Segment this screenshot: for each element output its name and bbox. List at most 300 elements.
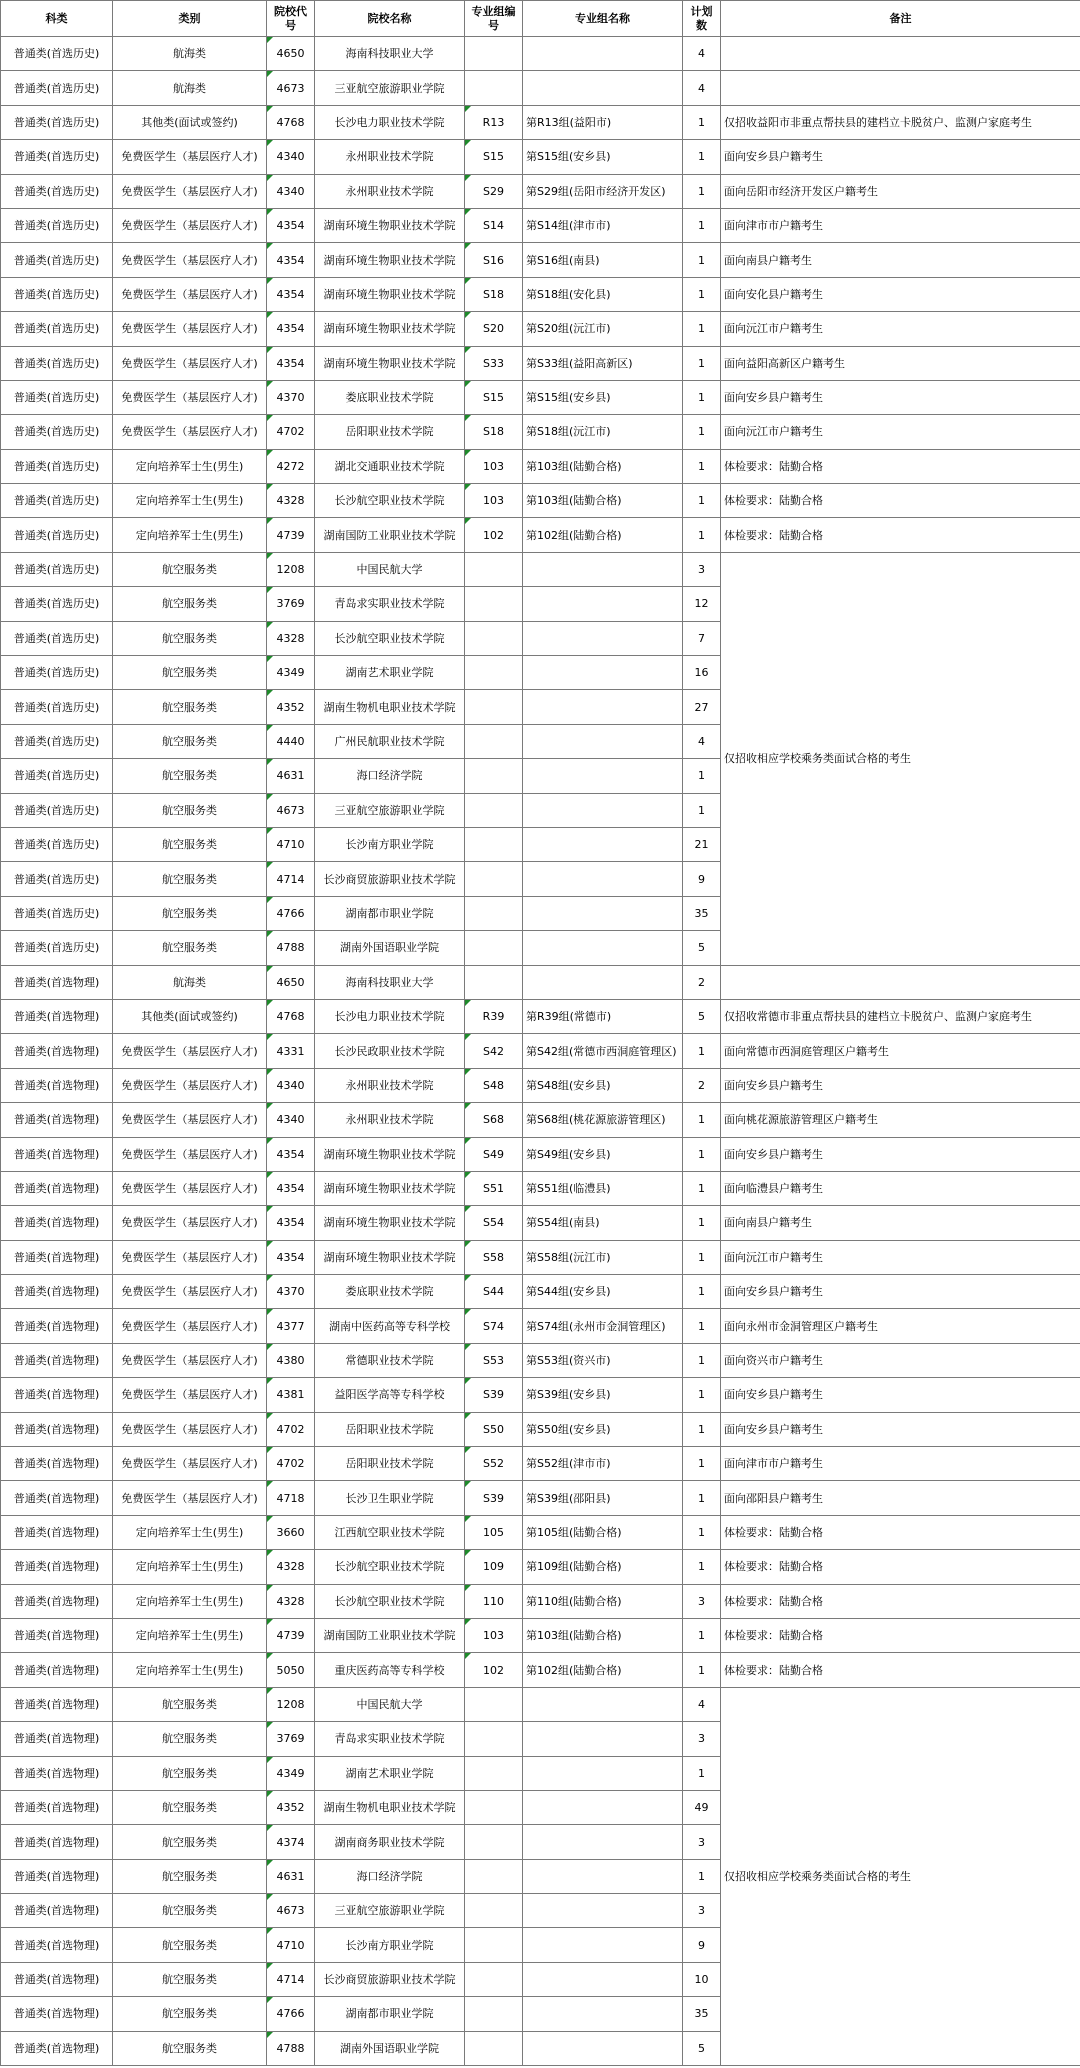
school-name-cell: 湖北交通职业技术学院	[315, 449, 465, 483]
remarks-cell: 面向安化县户籍考生	[721, 277, 1080, 311]
group-name-cell	[523, 965, 683, 999]
school-code-cell: 4354	[267, 1206, 315, 1240]
school-name-cell: 湖南环境生物职业技术学院	[315, 1171, 465, 1205]
group-code-cell: S18	[465, 415, 523, 449]
school-code-cell: 4702	[267, 415, 315, 449]
school-code-cell: 4631	[267, 1859, 315, 1893]
school-code-cell: 3660	[267, 1515, 315, 1549]
category-cell: 普通类(首选历史)	[1, 312, 113, 346]
type-cell: 航空服务类	[113, 793, 267, 827]
plan-count-cell: 1	[683, 484, 721, 518]
school-name-cell: 长沙航空职业技术学院	[315, 621, 465, 655]
group-name-cell: 第R13组(益阳市)	[523, 105, 683, 139]
plan-count-cell: 10	[683, 1962, 721, 1996]
school-name-cell: 湖南环境生物职业技术学院	[315, 243, 465, 277]
category-cell: 普通类(首选物理)	[1, 1206, 113, 1240]
plan-count-cell: 1	[683, 1343, 721, 1377]
plan-count-cell: 9	[683, 1928, 721, 1962]
category-cell: 普通类(首选历史)	[1, 484, 113, 518]
group-code-cell: S48	[465, 1068, 523, 1102]
school-name-cell: 永州职业技术学院	[315, 174, 465, 208]
category-cell: 普通类(首选历史)	[1, 380, 113, 414]
school-code-cell: 4739	[267, 518, 315, 552]
group-name-cell: 第S29组(岳阳市经济开发区)	[523, 174, 683, 208]
category-cell: 普通类(首选物理)	[1, 1171, 113, 1205]
school-code-cell: 4768	[267, 999, 315, 1033]
remarks-cell	[721, 37, 1080, 71]
group-name-cell: 第S33组(益阳高新区)	[523, 346, 683, 380]
type-cell: 定向培养军士生(男生)	[113, 518, 267, 552]
school-name-cell: 三亚航空旅游职业学院	[315, 793, 465, 827]
school-code-cell: 4331	[267, 1034, 315, 1068]
table-row	[1, 1103, 1080, 1137]
school-name-cell: 湖南外国语职业学院	[315, 2031, 465, 2065]
category-cell: 普通类(首选物理)	[1, 1722, 113, 1756]
school-name-cell: 长沙卫生职业学院	[315, 1481, 465, 1515]
group-code-cell: S74	[465, 1309, 523, 1343]
plan-count-cell: 4	[683, 724, 721, 758]
plan-count-cell: 35	[683, 896, 721, 930]
group-code-cell: 105	[465, 1515, 523, 1549]
group-name-cell: 第110组(陆勤合格)	[523, 1584, 683, 1618]
category-cell: 普通类(首选物理)	[1, 1275, 113, 1309]
remarks-cell: 体检要求：陆勤合格	[721, 449, 1080, 483]
school-name-cell: 永州职业技术学院	[315, 1068, 465, 1102]
table-row	[1, 1515, 1080, 1549]
school-code-cell: 4702	[267, 1447, 315, 1481]
remarks-cell: 面向桃花源旅游管理区户籍考生	[721, 1103, 1080, 1137]
type-cell: 免费医学生（基层医疗人才)	[113, 1171, 267, 1205]
type-cell: 航空服务类	[113, 1722, 267, 1756]
school-name-cell: 江西航空职业技术学院	[315, 1515, 465, 1549]
school-name-cell: 长沙航空职业技术学院	[315, 1550, 465, 1584]
group-name-cell: 第S20组(沅江市)	[523, 312, 683, 346]
group-code-cell	[465, 1928, 523, 1962]
plan-count-cell: 1	[683, 1240, 721, 1274]
type-cell: 航空服务类	[113, 656, 267, 690]
remarks-cell: 仅招收益阳市非重点帮扶县的建档立卡脱贫户、监测户家庭考生	[721, 105, 1080, 139]
plan-count-cell: 1	[683, 759, 721, 793]
plan-count-cell: 3	[683, 1894, 721, 1928]
category-cell: 普通类(首选历史)	[1, 690, 113, 724]
group-name-cell	[523, 827, 683, 861]
category-cell: 普通类(首选历史)	[1, 656, 113, 690]
remarks-cell: 体检要求：陆勤合格	[721, 1515, 1080, 1549]
remarks-cell: 面向沅江市户籍考生	[721, 1240, 1080, 1274]
table-row	[1, 1206, 1080, 1240]
school-code-cell: 4340	[267, 174, 315, 208]
remarks-cell: 面向资兴市户籍考生	[721, 1343, 1080, 1377]
type-cell: 航空服务类	[113, 552, 267, 586]
table-row	[1, 105, 1080, 139]
school-code-cell: 4354	[267, 1137, 315, 1171]
plan-count-cell: 1	[683, 1447, 721, 1481]
category-cell: 普通类(首选物理)	[1, 1343, 113, 1377]
remarks-cell: 面向沅江市户籍考生	[721, 312, 1080, 346]
group-name-cell	[523, 2031, 683, 2065]
group-name-cell: 第S39组(邵阳县)	[523, 1481, 683, 1515]
category-cell: 普通类(首选历史)	[1, 896, 113, 930]
type-cell: 航空服务类	[113, 724, 267, 758]
group-code-cell: S44	[465, 1275, 523, 1309]
type-cell: 定向培养军士生(男生)	[113, 1618, 267, 1652]
remarks-cell: 面向安乡县户籍考生	[721, 1275, 1080, 1309]
type-cell: 定向培养军士生(男生)	[113, 449, 267, 483]
group-name-cell: 第S15组(安乡县)	[523, 380, 683, 414]
plan-count-cell: 1	[683, 1550, 721, 1584]
school-name-cell: 岳阳职业技术学院	[315, 1447, 465, 1481]
group-name-cell	[523, 1928, 683, 1962]
plan-count-cell: 1	[683, 1756, 721, 1790]
type-cell: 免费医学生（基层医疗人才)	[113, 346, 267, 380]
group-code-cell: S20	[465, 312, 523, 346]
plan-count-cell: 2	[683, 965, 721, 999]
type-cell: 航空服务类	[113, 690, 267, 724]
type-cell: 免费医学生（基层医疗人才)	[113, 1275, 267, 1309]
category-cell: 普通类(首选物理)	[1, 1240, 113, 1274]
school-name-cell: 永州职业技术学院	[315, 140, 465, 174]
table-row	[1, 1240, 1080, 1274]
table-row	[1, 1275, 1080, 1309]
group-code-cell: R39	[465, 999, 523, 1033]
table-row	[1, 415, 1080, 449]
school-name-cell: 湖南环境生物职业技术学院	[315, 208, 465, 242]
school-code-cell: 4766	[267, 1997, 315, 2031]
type-cell: 航海类	[113, 965, 267, 999]
school-name-cell: 湖南艺术职业学院	[315, 656, 465, 690]
category-cell: 普通类(首选历史)	[1, 587, 113, 621]
school-code-cell: 4714	[267, 1962, 315, 1996]
plan-count-cell: 4	[683, 37, 721, 71]
remarks-cell: 体检要求：陆勤合格	[721, 484, 1080, 518]
group-name-cell	[523, 1962, 683, 1996]
type-cell: 免费医学生（基层医疗人才)	[113, 1481, 267, 1515]
type-cell: 免费医学生（基层医疗人才)	[113, 140, 267, 174]
type-cell: 免费医学生（基层医疗人才)	[113, 1412, 267, 1446]
remarks-cell: 面向临澧县户籍考生	[721, 1171, 1080, 1205]
category-cell: 普通类(首选历史)	[1, 346, 113, 380]
school-code-cell: 1208	[267, 1687, 315, 1721]
type-cell: 免费医学生（基层医疗人才)	[113, 1034, 267, 1068]
plan-count-cell: 12	[683, 587, 721, 621]
category-cell: 普通类(首选物理)	[1, 1309, 113, 1343]
type-cell: 航空服务类	[113, 1928, 267, 1962]
group-name-cell: 第S54组(南县)	[523, 1206, 683, 1240]
school-code-cell: 4354	[267, 1171, 315, 1205]
plan-count-cell: 1	[683, 793, 721, 827]
remarks-cell: 面向永州市金洞管理区户籍考生	[721, 1309, 1080, 1343]
category-cell: 普通类(首选历史)	[1, 759, 113, 793]
table-row	[1, 174, 1080, 208]
school-name-cell: 长沙商贸旅游职业技术学院	[315, 1962, 465, 1996]
remarks-cell: 面向津市市户籍考生	[721, 208, 1080, 242]
group-code-cell: 109	[465, 1550, 523, 1584]
school-name-cell: 湖南环境生物职业技术学院	[315, 277, 465, 311]
type-cell: 定向培养军士生(男生)	[113, 1515, 267, 1549]
group-code-cell	[465, 1997, 523, 2031]
category-cell: 普通类(首选物理)	[1, 1068, 113, 1102]
type-cell: 免费医学生（基层医疗人才)	[113, 1447, 267, 1481]
school-code-cell: 4380	[267, 1343, 315, 1377]
category-cell: 普通类(首选物理)	[1, 1103, 113, 1137]
group-name-cell: 第102组(陆勤合格)	[523, 1653, 683, 1687]
group-code-cell: S51	[465, 1171, 523, 1205]
type-cell: 航空服务类	[113, 587, 267, 621]
remarks-cell: 面向南县户籍考生	[721, 243, 1080, 277]
category-cell: 普通类(首选历史)	[1, 105, 113, 139]
school-name-cell: 益阳医学高等专科学校	[315, 1378, 465, 1412]
type-cell: 航空服务类	[113, 1962, 267, 1996]
group-code-cell	[465, 690, 523, 724]
plan-count-cell: 7	[683, 621, 721, 655]
group-code-cell: 103	[465, 484, 523, 518]
group-code-cell: 102	[465, 1653, 523, 1687]
group-name-cell: 第103组(陆勤合格)	[523, 484, 683, 518]
table-row	[1, 484, 1080, 518]
school-name-cell: 长沙民政职业技术学院	[315, 1034, 465, 1068]
plan-count-cell: 1	[683, 1515, 721, 1549]
plan-count-cell: 1	[683, 1137, 721, 1171]
type-cell: 航空服务类	[113, 1997, 267, 2031]
table-row	[1, 346, 1080, 380]
school-name-cell: 湖南外国语职业学院	[315, 931, 465, 965]
group-code-cell: S42	[465, 1034, 523, 1068]
group-name-cell	[523, 656, 683, 690]
group-name-cell: 第102组(陆勤合格)	[523, 518, 683, 552]
group-code-cell	[465, 2031, 523, 2065]
category-cell: 普通类(首选历史)	[1, 793, 113, 827]
category-cell: 普通类(首选历史)	[1, 208, 113, 242]
group-name-cell: 第S58组(沅江市)	[523, 1240, 683, 1274]
school-name-cell: 海南科技职业大学	[315, 37, 465, 71]
category-cell: 普通类(首选历史)	[1, 140, 113, 174]
group-name-cell: 第S14组(津市市)	[523, 208, 683, 242]
group-name-cell: 第S39组(安乡县)	[523, 1378, 683, 1412]
plan-count-cell: 4	[683, 71, 721, 105]
category-cell: 普通类(首选历史)	[1, 552, 113, 586]
school-code-cell: 4354	[267, 243, 315, 277]
school-name-cell: 娄底职业技术学院	[315, 1275, 465, 1309]
table-row	[1, 1137, 1080, 1171]
plan-count-cell: 1	[683, 1034, 721, 1068]
school-name-cell: 三亚航空旅游职业学院	[315, 1894, 465, 1928]
group-name-cell: 第S53组(资兴市)	[523, 1343, 683, 1377]
school-name-cell: 海口经济学院	[315, 759, 465, 793]
remarks-cell: 体检要求：陆勤合格	[721, 518, 1080, 552]
school-name-cell: 湖南生物机电职业技术学院	[315, 690, 465, 724]
type-cell: 航空服务类	[113, 896, 267, 930]
table-row	[1, 1378, 1080, 1412]
type-cell: 免费医学生（基层医疗人才)	[113, 1378, 267, 1412]
school-name-cell: 常德职业技术学院	[315, 1343, 465, 1377]
school-name-cell: 湖南环境生物职业技术学院	[315, 312, 465, 346]
type-cell: 免费医学生（基层医疗人才)	[113, 208, 267, 242]
category-cell: 普通类(首选物理)	[1, 1928, 113, 1962]
school-code-cell: 4381	[267, 1378, 315, 1412]
table-row	[1, 552, 1080, 586]
plan-count-cell: 1	[683, 312, 721, 346]
type-cell: 航空服务类	[113, 1790, 267, 1824]
type-cell: 免费医学生（基层医疗人才)	[113, 312, 267, 346]
school-name-cell: 湖南国防工业职业技术学院	[315, 1618, 465, 1652]
group-code-cell: S15	[465, 380, 523, 414]
type-cell: 免费医学生（基层医疗人才)	[113, 1309, 267, 1343]
group-code-cell	[465, 656, 523, 690]
group-name-cell	[523, 37, 683, 71]
remarks-cell: 面向安乡县户籍考生	[721, 380, 1080, 414]
school-name-cell: 青岛求实职业技术学院	[315, 587, 465, 621]
school-code-cell: 4710	[267, 1928, 315, 1962]
category-cell: 普通类(首选物理)	[1, 999, 113, 1033]
group-name-cell: 第103组(陆勤合格)	[523, 1618, 683, 1652]
table-row	[1, 1412, 1080, 1446]
type-cell: 定向培养军士生(男生)	[113, 1550, 267, 1584]
type-cell: 航空服务类	[113, 1859, 267, 1893]
remarks-cell: 体检要求：陆勤合格	[721, 1653, 1080, 1687]
header-cell-category: 科类	[1, 1, 113, 37]
type-cell: 免费医学生（基层医疗人才)	[113, 243, 267, 277]
category-cell: 普通类(首选历史)	[1, 174, 113, 208]
group-name-cell	[523, 862, 683, 896]
plan-count-cell: 21	[683, 827, 721, 861]
category-cell: 普通类(首选历史)	[1, 277, 113, 311]
type-cell: 免费医学生（基层医疗人才)	[113, 1068, 267, 1102]
group-name-cell: 第S68组(桃花源旅游管理区)	[523, 1103, 683, 1137]
school-code-cell: 4340	[267, 140, 315, 174]
group-code-cell	[465, 1722, 523, 1756]
header-cell-plan-count: 计划数	[683, 1, 721, 37]
table-row	[1, 380, 1080, 414]
plan-count-cell: 1	[683, 1275, 721, 1309]
type-cell: 航海类	[113, 37, 267, 71]
table-row	[1, 965, 1080, 999]
group-code-cell	[465, 965, 523, 999]
group-code-cell: S33	[465, 346, 523, 380]
group-code-cell: S58	[465, 1240, 523, 1274]
school-code-cell: 4328	[267, 621, 315, 655]
group-code-cell	[465, 724, 523, 758]
category-cell: 普通类(首选物理)	[1, 1550, 113, 1584]
school-name-cell: 海口经济学院	[315, 1859, 465, 1893]
plan-count-cell: 4	[683, 1687, 721, 1721]
school-name-cell: 青岛求实职业技术学院	[315, 1722, 465, 1756]
table-row	[1, 243, 1080, 277]
group-name-cell	[523, 552, 683, 586]
type-cell: 免费医学生（基层医疗人才)	[113, 380, 267, 414]
group-name-cell	[523, 759, 683, 793]
group-name-cell: 第S44组(安乡县)	[523, 1275, 683, 1309]
plan-count-cell: 3	[683, 1825, 721, 1859]
group-name-cell: 第S74组(永州市金洞管理区)	[523, 1309, 683, 1343]
category-cell: 普通类(首选历史)	[1, 415, 113, 449]
header-cell-school-code: 院校代号	[267, 1, 315, 37]
group-name-cell	[523, 1722, 683, 1756]
category-cell: 普通类(首选历史)	[1, 243, 113, 277]
type-cell: 定向培养军士生(男生)	[113, 1584, 267, 1618]
group-name-cell: 第S48组(安乡县)	[523, 1068, 683, 1102]
plan-count-cell: 1	[683, 277, 721, 311]
category-cell: 普通类(首选物理)	[1, 1481, 113, 1515]
remarks-cell: 面向岳阳市经济开发区户籍考生	[721, 174, 1080, 208]
group-name-cell	[523, 621, 683, 655]
remarks-cell	[721, 71, 1080, 105]
remarks-cell: 面向沅江市户籍考生	[721, 415, 1080, 449]
type-cell: 其他类(面试或签约)	[113, 105, 267, 139]
remarks-cell: 仅招收相应学校乘务类面试合格的考生	[721, 1687, 1080, 2065]
table-row	[1, 1653, 1080, 1687]
category-cell: 普通类(首选历史)	[1, 449, 113, 483]
group-name-cell: 第S15组(安乡县)	[523, 140, 683, 174]
table-row	[1, 999, 1080, 1033]
category-cell: 普通类(首选物理)	[1, 1653, 113, 1687]
group-name-cell: 第S49组(安乡县)	[523, 1137, 683, 1171]
remarks-cell: 面向津市市户籍考生	[721, 1447, 1080, 1481]
table-row	[1, 1481, 1080, 1515]
table-row	[1, 518, 1080, 552]
school-code-cell: 4631	[267, 759, 315, 793]
group-code-cell: S14	[465, 208, 523, 242]
table-row	[1, 312, 1080, 346]
group-code-cell: S68	[465, 1103, 523, 1137]
school-code-cell: 4673	[267, 793, 315, 827]
category-cell: 普通类(首选历史)	[1, 724, 113, 758]
table-row	[1, 277, 1080, 311]
plan-count-cell: 1	[683, 1103, 721, 1137]
group-code-cell: 102	[465, 518, 523, 552]
group-code-cell: S49	[465, 1137, 523, 1171]
type-cell: 定向培养军士生(男生)	[113, 1653, 267, 1687]
group-code-cell: S16	[465, 243, 523, 277]
group-code-cell	[465, 862, 523, 896]
type-cell: 航空服务类	[113, 931, 267, 965]
plan-count-cell: 5	[683, 931, 721, 965]
table-row	[1, 1068, 1080, 1102]
table-row	[1, 1309, 1080, 1343]
group-name-cell: 第S51组(临澧县)	[523, 1171, 683, 1205]
school-code-cell: 4354	[267, 346, 315, 380]
school-name-cell: 三亚航空旅游职业学院	[315, 71, 465, 105]
plan-count-cell: 1	[683, 1481, 721, 1515]
remarks-cell: 面向安乡县户籍考生	[721, 1068, 1080, 1102]
group-name-cell: 第109组(陆勤合格)	[523, 1550, 683, 1584]
school-name-cell: 中国民航大学	[315, 1687, 465, 1721]
category-cell: 普通类(首选物理)	[1, 1859, 113, 1893]
plan-count-cell: 1	[683, 174, 721, 208]
category-cell: 普通类(首选物理)	[1, 1618, 113, 1652]
type-cell: 免费医学生（基层医疗人才)	[113, 277, 267, 311]
plan-count-cell: 1	[683, 105, 721, 139]
school-name-cell: 岳阳职业技术学院	[315, 415, 465, 449]
group-name-cell: 第105组(陆勤合格)	[523, 1515, 683, 1549]
school-name-cell: 湖南中医药高等专科学校	[315, 1309, 465, 1343]
remarks-cell: 面向常德市西洞庭管理区户籍考生	[721, 1034, 1080, 1068]
school-name-cell: 长沙南方职业学院	[315, 827, 465, 861]
group-code-cell	[465, 71, 523, 105]
plan-count-cell: 1	[683, 243, 721, 277]
school-name-cell: 重庆医药高等专科学校	[315, 1653, 465, 1687]
group-name-cell	[523, 1894, 683, 1928]
school-code-cell: 4739	[267, 1618, 315, 1652]
category-cell: 普通类(首选历史)	[1, 931, 113, 965]
school-code-cell: 4354	[267, 208, 315, 242]
header-cell-school-name: 院校名称	[315, 1, 465, 37]
type-cell: 免费医学生（基层医疗人才)	[113, 1240, 267, 1274]
school-code-cell: 1208	[267, 552, 315, 586]
plan-count-cell: 1	[683, 346, 721, 380]
group-name-cell	[523, 587, 683, 621]
type-cell: 航空服务类	[113, 1687, 267, 1721]
group-code-cell: S39	[465, 1481, 523, 1515]
